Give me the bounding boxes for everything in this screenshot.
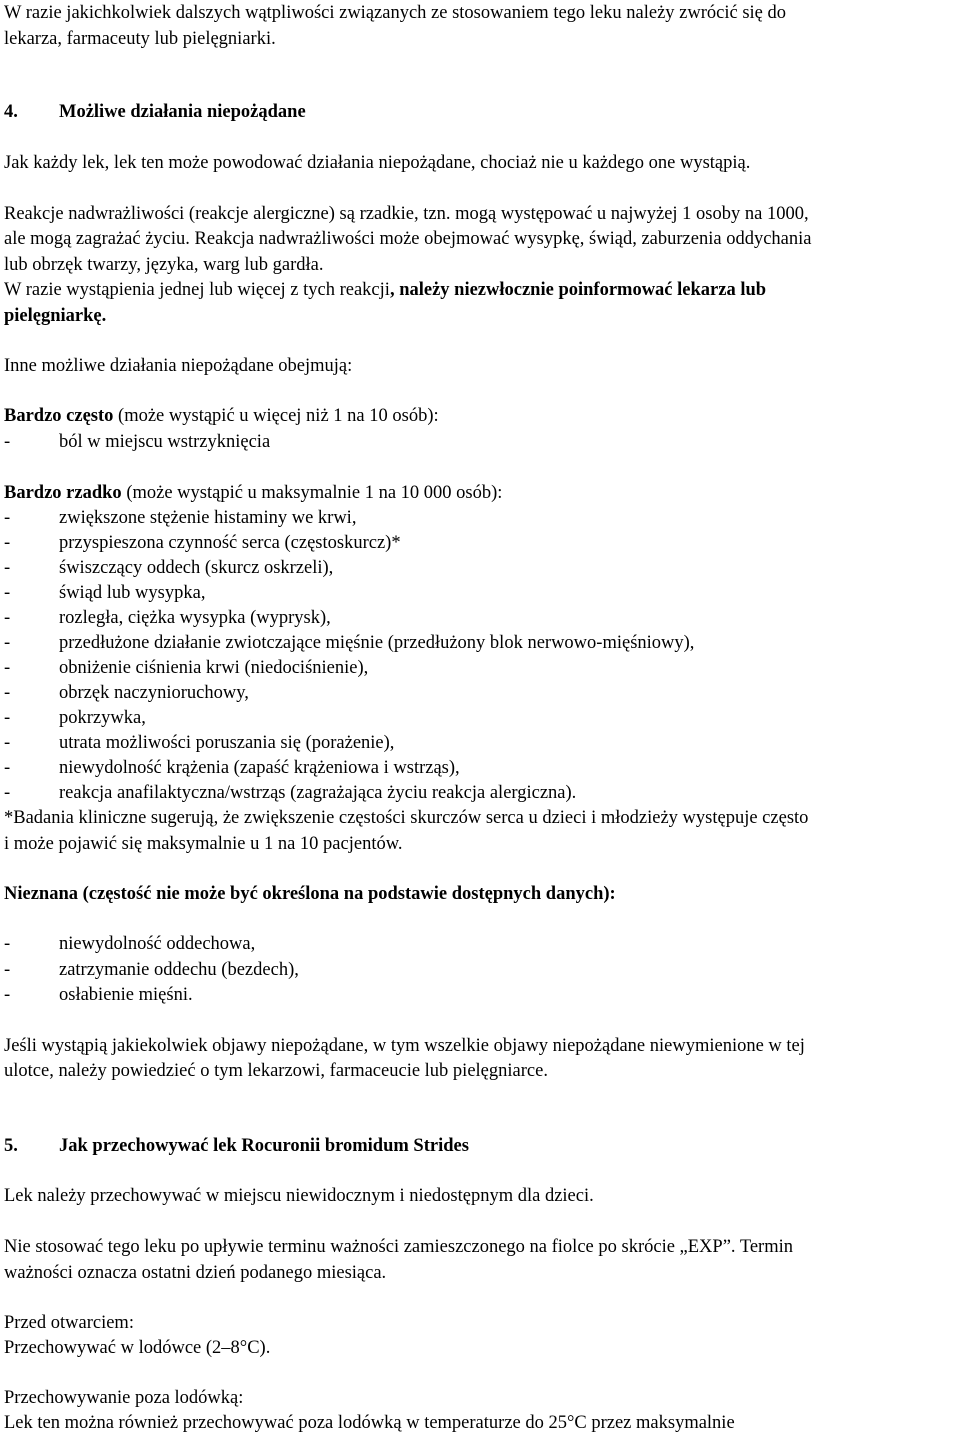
list-item	[4, 957, 956, 983]
list-dash: -	[4, 508, 11, 528]
frequency-label: Bardzo często	[4, 406, 114, 426]
list-dash: -	[4, 558, 11, 578]
list-dash: -	[4, 658, 11, 678]
section-title: Możliwe działania niepożądane	[59, 102, 306, 122]
paragraph: Lek należy przechowywać w miejscu niewidocznym i niedostępnym dla dzieci.	[4, 1186, 594, 1206]
warning-emphasis: , należy niezwłocznie poinformować lekarza lub	[389, 280, 767, 300]
list-dash: -	[4, 985, 11, 1005]
frequency-heading-very-rare	[4, 480, 502, 506]
section-5-heading	[4, 1133, 469, 1159]
list-item-text: niewydolność oddechowa,	[59, 934, 256, 954]
list-dash: -	[4, 608, 11, 628]
list-item	[4, 605, 956, 631]
list-dash: -	[4, 733, 11, 753]
list-item-text: niewydolność krążenia (zapaść krążeniowa i wstrząs),	[59, 758, 460, 778]
list-item-text: osłabienie mięśni.	[59, 985, 193, 1005]
paragraph-line: Reakcje nadwrażliwości (reakcje alergiczne) są rzadkie, tzn. mogą występować u najwyżej 1 osoby na 1000,	[4, 204, 809, 224]
list-item-text: obniżenie ciśnienia krwi (niedociśnienie),	[59, 658, 369, 678]
list-item-text: świszczący oddech (skurcz oskrzeli),	[59, 558, 334, 578]
frequency-description: (może wystąpić u maksymalnie 1 na 10 000 osób):	[121, 483, 503, 503]
list-item-text: świąd lub wysypka,	[59, 583, 206, 603]
list-item-text: ból w miejscu wstrzyknięcia	[59, 432, 271, 452]
list-item	[4, 555, 956, 581]
list-item	[4, 982, 956, 1008]
list-item-text: przedłużone działanie zwiotczające mięśnie (przedłużony blok nerwowo-mięśniowy),	[59, 633, 695, 653]
frequency-heading-unknown: Nieznana (częstość nie może być określona na podstawie dostępnych danych):	[4, 884, 616, 904]
intro-line-2: lekarza, farmaceuty lub pielęgniarki.	[4, 29, 276, 49]
list-item	[4, 705, 956, 731]
section-title: Jak przechowywać lek Rocuronii bromidum Strides	[59, 1136, 469, 1156]
frequency-heading-very-common	[4, 403, 439, 429]
list-dash: -	[4, 583, 11, 603]
list-item	[4, 429, 956, 455]
footnote-line: i może pojawić się maksymalnie u 1 na 10 pacjentów.	[4, 834, 403, 854]
list-dash: -	[4, 960, 11, 980]
list-dash: -	[4, 934, 11, 954]
list-item-text: zatrzymanie oddechu (bezdech),	[59, 960, 299, 980]
frequency-label: Bardzo rzadko	[4, 483, 122, 503]
paragraph-line: ale mogą zagrażać życiu. Reakcja nadwrażliwości może obejmować wysypkę, świąd, zaburzenia oddychania	[4, 229, 812, 249]
list-item	[4, 780, 956, 806]
other-effects-intro: Inne możliwe działania niepożądane obejmują:	[4, 356, 353, 376]
section-4-heading	[4, 99, 306, 125]
list-dash: -	[4, 432, 11, 452]
list-item-text: pokrzywka,	[59, 708, 146, 728]
list-item-text: reakcja anafilaktyczna/wstrząs (zagrażająca życiu reakcja alergiczna).	[59, 783, 577, 803]
paragraph-line: lub obrzęk twarzy, języka, warg lub gardła.	[4, 255, 324, 275]
storage-text: Przechowywać w lodówce (2–8°C).	[4, 1338, 271, 1358]
paragraph: Jak każdy lek, lek ten może powodować działania niepożądane, chociaż nie u każdego one wystąpią.	[4, 153, 751, 173]
paragraph-line: ważności oznacza ostatni dzień podanego miesiąca.	[4, 1263, 387, 1283]
section-number: 5.	[4, 1136, 18, 1156]
list-dash: -	[4, 758, 11, 778]
list-item	[4, 755, 956, 781]
storage-text: Lek ten można również przechowywać poza lodówką w temperaturze do 25°C przez maksymalnie	[4, 1413, 735, 1433]
paragraph-line: Nie stosować tego leku po upływie terminu ważności zamieszczonego na fiolce po skrócie „EXP”. Termin	[4, 1237, 793, 1257]
section-number: 4.	[4, 102, 18, 122]
list-dash: -	[4, 633, 11, 653]
list-dash: -	[4, 783, 11, 803]
list-item-text: zwiększone stężenie histaminy we krwi,	[59, 508, 357, 528]
list-dash: -	[4, 683, 11, 703]
list-item	[4, 630, 956, 656]
list-item-text: obrzęk naczynioruchowy,	[59, 683, 249, 703]
list-item	[4, 530, 956, 556]
list-item	[4, 505, 956, 531]
report-line: Jeśli wystąpią jakiekolwiek objawy niepożądane, w tym wszelkie objawy niepożądane niewymienione w tej	[4, 1036, 805, 1056]
list-item	[4, 931, 956, 957]
storage-label: Przechowywanie poza lodówką:	[4, 1388, 244, 1408]
warning-emphasis-end: pielęgniarkę.	[4, 306, 107, 326]
list-item-text: rozległa, ciężka wysypka (wyprysk),	[59, 608, 331, 628]
list-item	[4, 655, 956, 681]
paragraph-line	[4, 277, 766, 303]
list-dash: -	[4, 708, 11, 728]
intro-line-1: W razie jakichkolwiek dalszych wątpliwości związanych ze stosowaniem tego leku należy zwrócić się do	[4, 3, 787, 23]
report-line: ulotce, należy powiedzieć o tym lekarzowi, farmaceucie lub pielęgniarce.	[4, 1061, 548, 1081]
list-item	[4, 730, 956, 756]
list-item-text: utrata możliwości poruszania się (porażenie),	[59, 733, 395, 753]
warning-text: W razie wystąpienia jednej lub więcej z tych reakcji	[4, 280, 390, 300]
frequency-description: (może wystąpić u więcej niż 1 na 10 osób):	[113, 406, 439, 426]
list-item	[4, 580, 956, 606]
storage-label: Przed otwarciem:	[4, 1313, 134, 1333]
footnote-line: *Badania kliniczne sugerują, że zwiększenie częstości skurczów serca u dzieci i młodzieży występuje często	[4, 808, 809, 828]
list-item-text: przyspieszona czynność serca (częstoskurcz)*	[59, 533, 401, 553]
list-dash: -	[4, 533, 11, 553]
list-item	[4, 680, 956, 706]
